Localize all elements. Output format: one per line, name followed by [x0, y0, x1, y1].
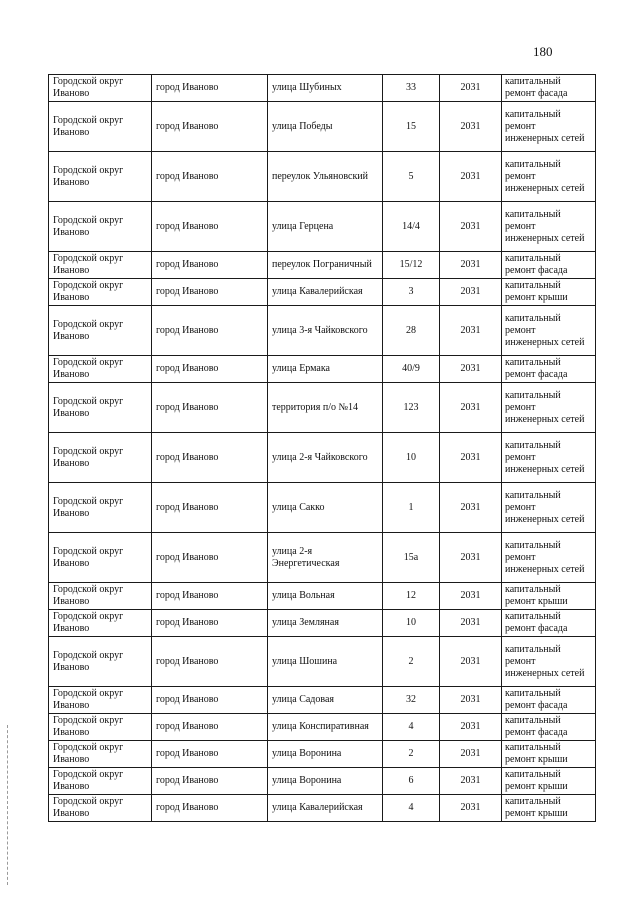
- city-cell: город Иваново: [152, 483, 268, 533]
- year-cell: 2031: [440, 768, 502, 795]
- street-cell: улица Кавалерийская: [268, 279, 383, 306]
- table-row: [49, 583, 596, 610]
- year-cell: 2031: [440, 483, 502, 533]
- city-cell: город Иваново: [152, 795, 268, 822]
- street-cell: улица Земляная: [268, 610, 383, 637]
- work-type-cell: капитальный ремонт инженерных сетей: [502, 483, 596, 533]
- city-cell: город Иваново: [152, 533, 268, 583]
- table-row: [49, 306, 596, 356]
- work-type-cell: капитальный ремонт инженерных сетей: [502, 433, 596, 483]
- table-row: [49, 768, 596, 795]
- house-number-cell: 40/9: [383, 356, 440, 383]
- table-row: [49, 741, 596, 768]
- work-type-cell: капитальный ремонт фасада: [502, 687, 596, 714]
- work-type-cell: капитальный ремонт фасада: [502, 610, 596, 637]
- street-cell: улица Воронина: [268, 741, 383, 768]
- table-row: [49, 533, 596, 583]
- municipal-district-cell: Городской округ Иваново: [49, 768, 152, 795]
- street-cell: улица 3-я Чайковского: [268, 306, 383, 356]
- year-cell: 2031: [440, 795, 502, 822]
- table-row: [49, 102, 596, 152]
- city-cell: город Иваново: [152, 610, 268, 637]
- year-cell: 2031: [440, 383, 502, 433]
- table-row: [49, 279, 596, 306]
- street-cell: улица Кавалерийская: [268, 795, 383, 822]
- city-cell: город Иваново: [152, 306, 268, 356]
- house-number-cell: 2: [383, 637, 440, 687]
- work-type-cell: капитальный ремонт инженерных сетей: [502, 102, 596, 152]
- work-type-cell: капитальный ремонт крыши: [502, 795, 596, 822]
- year-cell: 2031: [440, 102, 502, 152]
- street-cell: улица Садовая: [268, 687, 383, 714]
- street-cell: улица Победы: [268, 102, 383, 152]
- year-cell: 2031: [440, 533, 502, 583]
- table-row: [49, 483, 596, 533]
- street-cell: переулок Пограничный: [268, 252, 383, 279]
- year-cell: 2031: [440, 583, 502, 610]
- table-row: [49, 795, 596, 822]
- street-cell: переулок Ульяновский: [268, 152, 383, 202]
- table-row: [49, 637, 596, 687]
- house-number-cell: 4: [383, 795, 440, 822]
- city-cell: город Иваново: [152, 741, 268, 768]
- municipal-district-cell: Городской округ Иваново: [49, 610, 152, 637]
- work-type-cell: капитальный ремонт крыши: [502, 583, 596, 610]
- house-number-cell: 32: [383, 687, 440, 714]
- municipal-district-cell: Городской округ Иваново: [49, 687, 152, 714]
- street-cell: улица Воронина: [268, 768, 383, 795]
- municipal-district-cell: Городской округ Иваново: [49, 383, 152, 433]
- year-cell: 2031: [440, 306, 502, 356]
- work-type-cell: капитальный ремонт фасада: [502, 356, 596, 383]
- city-cell: город Иваново: [152, 637, 268, 687]
- house-number-cell: 15а: [383, 533, 440, 583]
- house-number-cell: 10: [383, 610, 440, 637]
- house-number-cell: 12: [383, 583, 440, 610]
- house-number-cell: 6: [383, 768, 440, 795]
- year-cell: 2031: [440, 714, 502, 741]
- page-number: 180: [533, 44, 553, 59]
- year-cell: 2031: [440, 202, 502, 252]
- year-cell: 2031: [440, 610, 502, 637]
- house-number-cell: 5: [383, 152, 440, 202]
- city-cell: город Иваново: [152, 75, 268, 102]
- house-number-cell: 4: [383, 714, 440, 741]
- municipal-district-cell: Городской округ Иваново: [49, 252, 152, 279]
- year-cell: 2031: [440, 637, 502, 687]
- street-cell: улица Конспиративная: [268, 714, 383, 741]
- house-number-cell: 123: [383, 383, 440, 433]
- municipal-district-cell: Городской округ Иваново: [49, 533, 152, 583]
- city-cell: город Иваново: [152, 152, 268, 202]
- year-cell: 2031: [440, 252, 502, 279]
- repair-schedule-table: [48, 74, 596, 822]
- city-cell: город Иваново: [152, 433, 268, 483]
- municipal-district-cell: Городской округ Иваново: [49, 637, 152, 687]
- street-cell: улица Вольная: [268, 583, 383, 610]
- municipal-district-cell: Городской округ Иваново: [49, 714, 152, 741]
- municipal-district-cell: Городской округ Иваново: [49, 483, 152, 533]
- city-cell: город Иваново: [152, 583, 268, 610]
- year-cell: 2031: [440, 687, 502, 714]
- table-row: [49, 610, 596, 637]
- work-type-cell: капитальный ремонт инженерных сетей: [502, 383, 596, 433]
- street-cell: улица Ермака: [268, 356, 383, 383]
- house-number-cell: 3: [383, 279, 440, 306]
- city-cell: город Иваново: [152, 252, 268, 279]
- city-cell: город Иваново: [152, 356, 268, 383]
- year-cell: 2031: [440, 152, 502, 202]
- table-row: [49, 202, 596, 252]
- municipal-district-cell: Городской округ Иваново: [49, 741, 152, 768]
- work-type-cell: капитальный ремонт инженерных сетей: [502, 306, 596, 356]
- table-row: [49, 252, 596, 279]
- street-cell: улица Шубиных: [268, 75, 383, 102]
- city-cell: город Иваново: [152, 383, 268, 433]
- street-cell: улица Сакко: [268, 483, 383, 533]
- year-cell: 2031: [440, 356, 502, 383]
- municipal-district-cell: Городской округ Иваново: [49, 433, 152, 483]
- table-row: [49, 75, 596, 102]
- municipal-district-cell: Городской округ Иваново: [49, 795, 152, 822]
- street-cell: улица Герцена: [268, 202, 383, 252]
- work-type-cell: капитальный ремонт крыши: [502, 768, 596, 795]
- municipal-district-cell: Городской округ Иваново: [49, 102, 152, 152]
- work-type-cell: капитальный ремонт фасада: [502, 75, 596, 102]
- year-cell: 2031: [440, 741, 502, 768]
- work-type-cell: капитальный ремонт фасада: [502, 714, 596, 741]
- work-type-cell: капитальный ремонт крыши: [502, 741, 596, 768]
- street-cell: территория п/о №14: [268, 383, 383, 433]
- municipal-district-cell: Городской округ Иваново: [49, 583, 152, 610]
- house-number-cell: 28: [383, 306, 440, 356]
- work-type-cell: капитальный ремонт инженерных сетей: [502, 533, 596, 583]
- city-cell: город Иваново: [152, 102, 268, 152]
- house-number-cell: 15: [383, 102, 440, 152]
- table-row: [49, 714, 596, 741]
- municipal-district-cell: Городской округ Иваново: [49, 356, 152, 383]
- city-cell: город Иваново: [152, 714, 268, 741]
- street-cell: улица 2-я Чайковского: [268, 433, 383, 483]
- municipal-district-cell: Городской округ Иваново: [49, 279, 152, 306]
- year-cell: 2031: [440, 279, 502, 306]
- table-row: [49, 687, 596, 714]
- house-number-cell: 10: [383, 433, 440, 483]
- house-number-cell: 14/4: [383, 202, 440, 252]
- city-cell: город Иваново: [152, 768, 268, 795]
- city-cell: город Иваново: [152, 687, 268, 714]
- year-cell: 2031: [440, 433, 502, 483]
- street-cell: улица 2-я Энергетическая: [268, 533, 383, 583]
- house-number-cell: 2: [383, 741, 440, 768]
- table-row: [49, 152, 596, 202]
- municipal-district-cell: Городской округ Иваново: [49, 306, 152, 356]
- work-type-cell: капитальный ремонт инженерных сетей: [502, 152, 596, 202]
- street-cell: улица Шошина: [268, 637, 383, 687]
- house-number-cell: 1: [383, 483, 440, 533]
- municipal-district-cell: Городской округ Иваново: [49, 75, 152, 102]
- work-type-cell: капитальный ремонт крыши: [502, 279, 596, 306]
- year-cell: 2031: [440, 75, 502, 102]
- house-number-cell: 15/12: [383, 252, 440, 279]
- municipal-district-cell: Городской округ Иваново: [49, 202, 152, 252]
- table-row: [49, 433, 596, 483]
- city-cell: город Иваново: [152, 279, 268, 306]
- scan-margin-mark: [7, 725, 9, 885]
- municipal-district-cell: Городской округ Иваново: [49, 152, 152, 202]
- city-cell: город Иваново: [152, 202, 268, 252]
- work-type-cell: капитальный ремонт инженерных сетей: [502, 202, 596, 252]
- work-type-cell: капитальный ремонт фасада: [502, 252, 596, 279]
- table-row: [49, 383, 596, 433]
- table-row: [49, 356, 596, 383]
- house-number-cell: 33: [383, 75, 440, 102]
- work-type-cell: капитальный ремонт инженерных сетей: [502, 637, 596, 687]
